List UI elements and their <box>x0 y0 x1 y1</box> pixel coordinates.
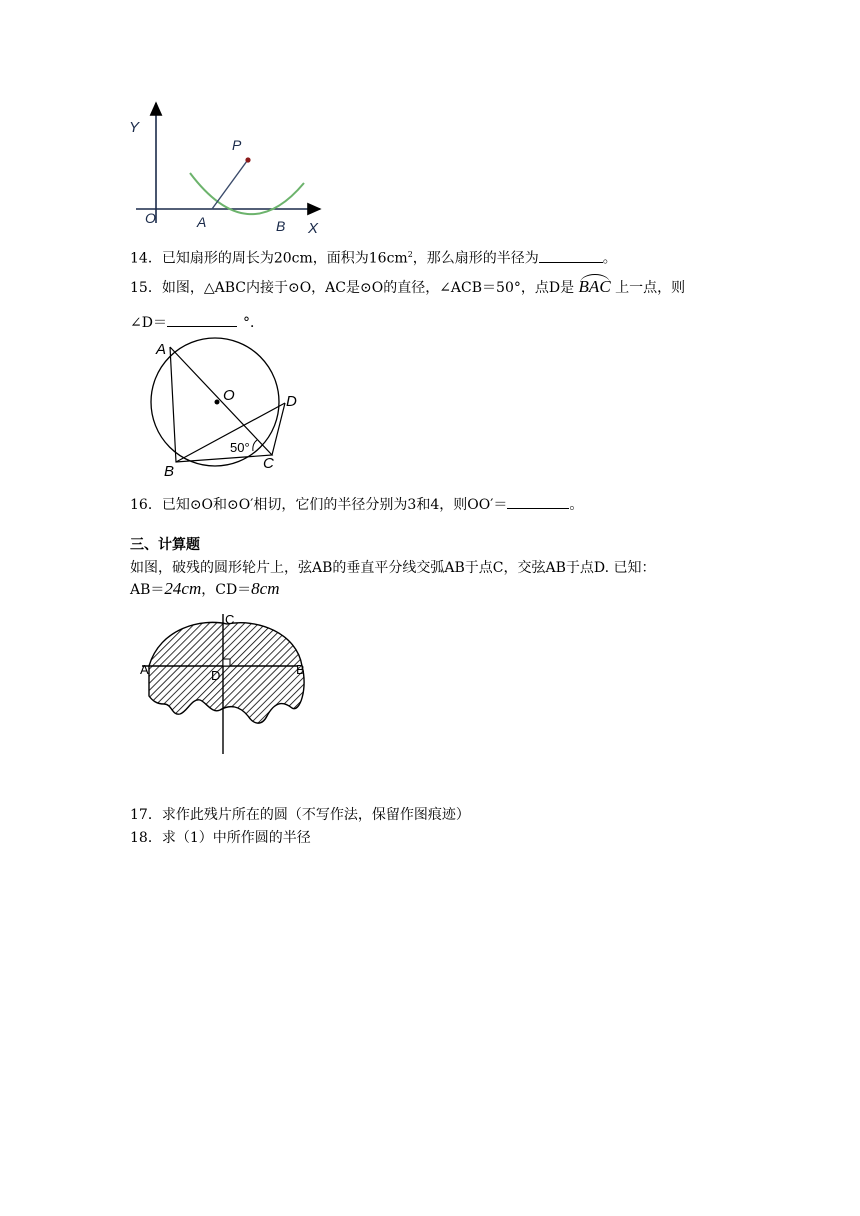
question-14 <box>130 246 617 268</box>
cd-prefix: ，CD＝ <box>201 582 252 598</box>
wheel-fragment <box>149 622 304 723</box>
q15-answer-blank[interactable] <box>167 312 237 327</box>
section-heading: 三、计算题 <box>130 537 200 553</box>
label-c: C <box>263 455 274 472</box>
label-c: C <box>225 612 235 627</box>
q18-text: 求（1）中所作圆的半径 <box>161 830 311 846</box>
q15-line-1: 如图，△ABC内接于⊙O，AC是⊙O的直径，∠ACB＝50°，点D是 <box>161 280 575 296</box>
q15-number: 15． <box>130 280 162 296</box>
label-b: B <box>276 218 286 234</box>
q16-text: 已知⊙O和⊙O′相切，它们的半径分别为3和4，则OO′＝ <box>161 497 508 513</box>
segment-ap <box>212 161 247 209</box>
triangle-abc <box>170 347 272 462</box>
question-17 <box>130 806 470 824</box>
broken-wheel-figure <box>132 608 322 758</box>
q14-superscript: 2 <box>407 250 413 259</box>
q14-end: 。 <box>602 250 617 267</box>
q15-arc-label: BAC <box>579 278 611 297</box>
question-16 <box>130 494 583 514</box>
label-p: P <box>232 137 242 153</box>
q15-line-2-start: ∠D＝ <box>130 315 167 331</box>
label-a: A <box>156 341 167 358</box>
label-a: A <box>197 214 207 230</box>
angle-label: 50° <box>230 440 250 455</box>
right-angle-mark <box>223 659 230 666</box>
ab-prefix: AB＝ <box>130 582 165 598</box>
circle-figure <box>140 330 320 480</box>
q17-text: 求作此残片所在的圆（不写作法，保留作图痕迹） <box>161 807 470 823</box>
label-o: O <box>145 210 156 226</box>
q14-number: 14． <box>130 250 162 267</box>
label-o: O <box>223 387 235 404</box>
q14-text-before: 已知扇形的周长为20cm，面积为16cm <box>161 250 408 267</box>
q14-answer-blank[interactable] <box>539 248 603 263</box>
center-o <box>215 400 220 405</box>
ab-value: 24cm <box>164 579 202 598</box>
green-arc <box>190 173 304 214</box>
label-b: B <box>164 463 175 480</box>
cd-value: 8cm <box>251 579 280 598</box>
label-x: X <box>308 220 319 235</box>
q16-answer-blank[interactable] <box>507 494 569 509</box>
q16-number: 16． <box>130 497 162 513</box>
section-intro: 如图，破残的圆形轮片上，弦AB的垂直平分线交弧AB于点C，交弦AB于点D. 已知： <box>130 560 656 576</box>
label-a: A <box>140 662 149 677</box>
q15-line-1-end: 上一点，则 <box>615 280 686 296</box>
q17-number: 17． <box>130 807 162 823</box>
point-p <box>245 157 250 162</box>
label-y: Y <box>129 119 140 136</box>
given-values <box>130 580 280 599</box>
q14-text-after: ，那么扇形的半径为 <box>412 250 539 267</box>
question-15-line-2 <box>130 312 264 332</box>
q18-number: 18． <box>130 830 162 846</box>
coordinate-figure <box>120 95 340 235</box>
question-15-line-1 <box>130 278 685 297</box>
question-18 <box>130 829 311 847</box>
label-d: D <box>286 393 297 410</box>
q15-line-2-end: °． <box>242 315 264 331</box>
label-d: D <box>211 668 221 683</box>
arc-overline-icon <box>580 274 610 283</box>
angle-arc <box>253 440 257 451</box>
label-b: B <box>296 662 305 677</box>
q16-end: 。 <box>569 497 584 513</box>
